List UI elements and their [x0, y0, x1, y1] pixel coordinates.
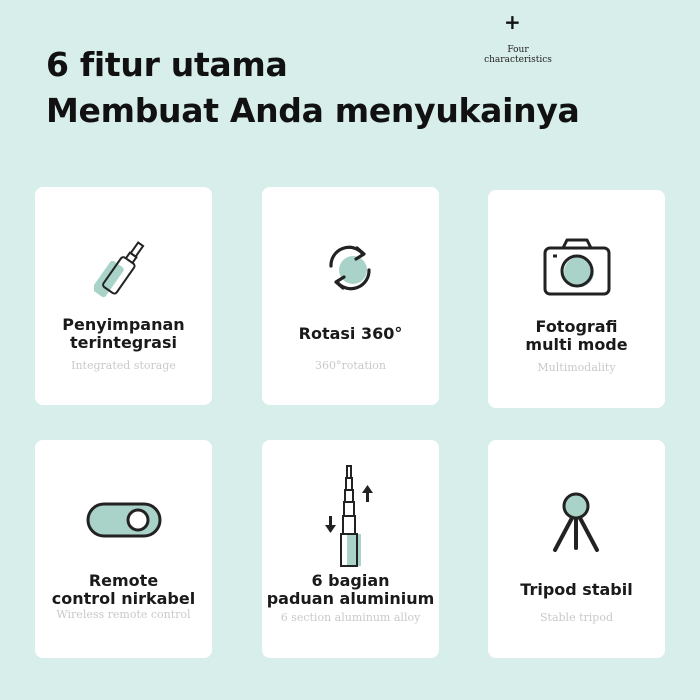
tagline	[470, 45, 566, 65]
feature-subtitle: Integrated storage	[71, 359, 176, 372]
feature-card-remote	[35, 440, 212, 658]
tripod-icon	[488, 490, 665, 556]
feature-card-rotation	[262, 187, 439, 405]
tagline-line-1: Four	[507, 45, 529, 55]
remote-toggle-icon	[35, 498, 212, 542]
feature-card-storage	[35, 187, 212, 405]
title-line-2: Membuat Anda menyukainya	[46, 91, 580, 130]
feature-card-aluminium	[262, 440, 439, 658]
telescopic-pole-icon	[262, 464, 439, 568]
title-line-1: 6 fitur utama	[46, 45, 288, 84]
feature-subtitle: Stable tripod	[540, 611, 613, 624]
feature-title: 6 bagian paduan aluminium	[266, 571, 435, 608]
plus-mark: +	[504, 10, 521, 34]
feature-subtitle: Wireless remote control	[56, 608, 191, 621]
feature-title: Fotografi multi mode	[525, 317, 628, 354]
rotation-icon	[262, 238, 439, 298]
feature-card-tripod	[488, 440, 665, 658]
feature-subtitle: Multimodality	[537, 361, 616, 374]
feature-title: Rotasi 360°	[298, 324, 403, 343]
feature-subtitle: 6 section aluminum alloy	[280, 611, 421, 624]
spray-bottle-icon	[35, 233, 212, 303]
feature-title: Tripod stabil	[520, 580, 633, 599]
feature-title: Remote control nirkabel	[51, 571, 196, 608]
feature-card-camera	[488, 190, 665, 408]
camera-icon	[488, 234, 665, 300]
feature-subtitle: 360°rotation	[314, 359, 386, 372]
tagline-line-2: characteristics	[484, 55, 552, 65]
feature-title: Penyimpanan terintegrasi	[62, 315, 185, 352]
